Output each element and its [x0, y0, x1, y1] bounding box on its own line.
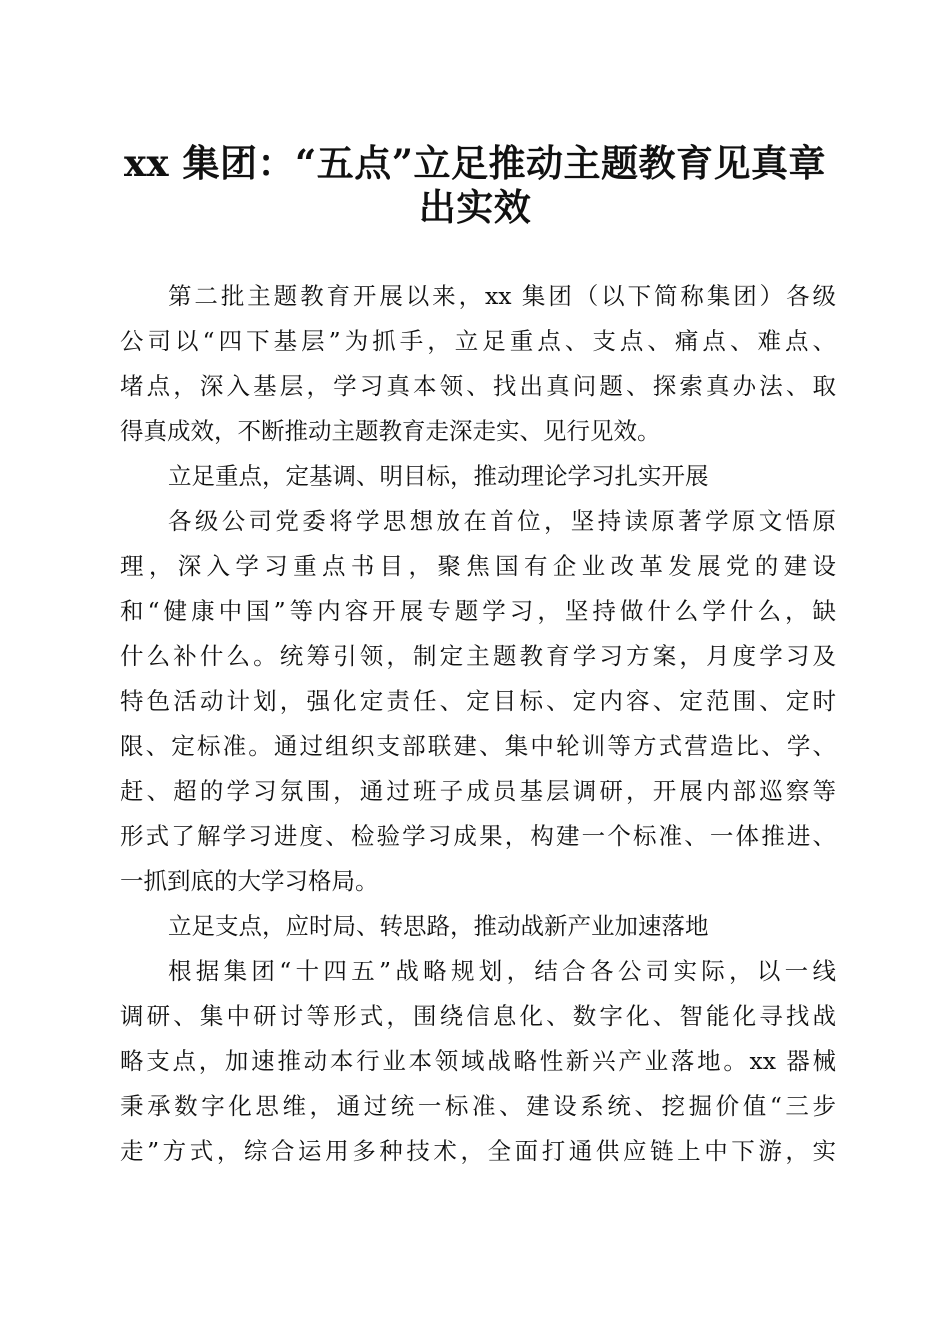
- body-text-line: 秉承数字化思维，通过统一标准、建设系统、挖掘价值“三步: [120, 1092, 836, 1120]
- body-text-line: 和“健康中国”等内容开展专题学习，坚持做什么学什么，缺: [120, 597, 836, 625]
- body-text-line: 各级公司党委将学思想放在首位，坚持读原著学原文悟原: [168, 507, 836, 535]
- body-text-line: 公司以“四下基层”为抓手，立足重点、支点、痛点、难点、: [120, 327, 836, 355]
- body-text-line: 限、定标准。通过组织支部联建、集中轮训等方式营造比、学、: [120, 732, 836, 760]
- body-text-line: 形式了解学习进度、检验学习成果，构建一个标准、一体推进、: [120, 822, 836, 850]
- body-text-line: 赶、超的学习氛围，通过班子成员基层调研，开展内部巡察等: [120, 777, 836, 805]
- body-text-line: 略支点，加速推动本行业本领域战略性新兴产业落地。xx 器械: [120, 1047, 836, 1075]
- body-text-line: 根据集团“十四五”战略规划，结合各公司实际，以一线: [168, 957, 836, 985]
- body-text-line: 走”方式，综合运用多种技术，全面打通供应链上中下游，实: [120, 1137, 836, 1165]
- body-text-line: 第二批主题教育开展以来，xx 集团（以下简称集团）各级: [168, 282, 836, 310]
- body-text-line: 一抓到底的大学习格局。: [120, 867, 379, 895]
- section-heading: 立足支点，应时局、转思路，推动战新产业加速落地: [168, 912, 709, 940]
- document-title-line-1: xx 集团：“五点”立足推动主题教育见真章: [123, 141, 827, 185]
- body-text-line: 得真成效，不断推动主题教育走深走实、见行见效。: [120, 417, 661, 445]
- body-text-line: 堵点，深入基层，学习真本领、找出真问题、探索真办法、取: [120, 372, 836, 400]
- body-text-line: 理，深入学习重点书目，聚焦国有企业改革发展党的建设: [120, 552, 836, 580]
- body-text-line: 调研、集中研讨等形式，围绕信息化、数字化、智能化寻找战: [120, 1002, 836, 1030]
- document-title-line-2: 出实效: [418, 185, 532, 229]
- section-heading: 立足重点，定基调、明目标，推动理论学习扎实开展: [168, 462, 709, 490]
- body-text-line: 特色活动计划，强化定责任、定目标、定内容、定范围、定时: [120, 687, 836, 715]
- body-text-line: 什么补什么。统筹引领，制定主题教育学习方案，月度学习及: [120, 642, 836, 670]
